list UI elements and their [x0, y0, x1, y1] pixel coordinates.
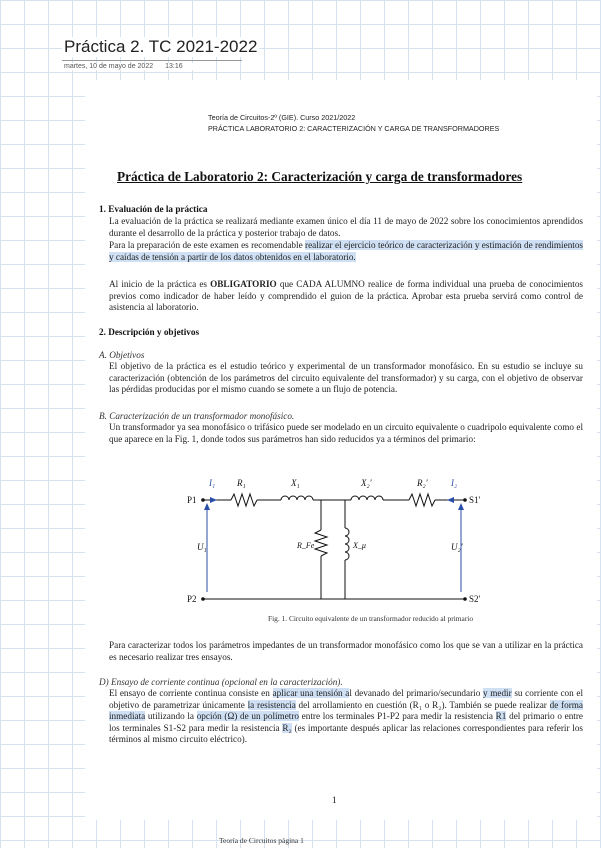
- label-r1: R₁: [237, 478, 246, 488]
- resistor-r1: [231, 494, 257, 506]
- label-s1: S1': [469, 495, 481, 505]
- arrowhead: [204, 503, 210, 510]
- text-run: que CADA ALUMNO realice de forma individual una prueba de conocimientos previos como indicador de haber leído y comprendido el guion de la práctica. Aprobar esta prueba servirá como control de asistencia al laboratorio.: [109, 279, 583, 313]
- subsection-b-heading: B. Caracterización de un transformador monofásico.: [99, 411, 295, 421]
- highlighted-text: R1: [495, 711, 507, 722]
- text-run: del primario o entre los terminales S1-S2 para medir la resistencia: [109, 711, 583, 733]
- page-footer: Teoría de Circuitos página 1: [219, 836, 304, 845]
- doc-title: Práctica de Laboratorio 2: Caracterización y carga de transformadores: [117, 169, 523, 184]
- highlighted-text: aplicar una tensión a: [272, 688, 350, 698]
- text-run: (es importante después aplicar las relaciones correspondientes para referir los términos al mismo circuito eléctrico).: [109, 722, 584, 745]
- label-xu: X_μ: [353, 541, 366, 550]
- subsection-a-heading: A. Objetivos: [99, 350, 145, 360]
- label-rfe: R_Fe: [297, 541, 315, 550]
- label-p1: P1: [187, 495, 197, 505]
- label-x2: X₂': [361, 478, 372, 488]
- highlighted-text: opción (Ω) de un polímetro: [196, 711, 299, 722]
- page-title[interactable]: Práctica 2. TC 2021-2022: [64, 37, 258, 56]
- arrowhead: [458, 503, 464, 510]
- label-u2: U₂': [451, 542, 463, 552]
- label-i2: I₂: [451, 478, 458, 488]
- highlighted-text: y medir: [482, 688, 512, 698]
- subsection-b-text: Un transformador ya sea monofásico o trifásico puede ser modelado en un circuito equivalente o cuadripolo equivalente como el que aparece en la Fig. 1, donde todos sus parámetros han sido reducidos ya a términos del primario:: [109, 422, 583, 444]
- section-2-heading: 2. Descripción y objetivos: [99, 327, 200, 337]
- bold-text: OBLIGATORIO: [210, 279, 277, 289]
- text-run: entre los terminales P1-P2 para medir la resistencia: [298, 711, 496, 722]
- equivalent-circuit-diagram: [185, 470, 485, 610]
- figure-caption: Fig. 1. Circuito equivalente de un transformador reducido al primario: [268, 614, 474, 623]
- text-run: El ensayo de corriente continua consiste en: [109, 688, 273, 698]
- inductor-x2: [351, 496, 383, 500]
- text-run: utilizando la: [145, 711, 197, 722]
- subsection-d-heading: D) Ensayo de corriente continua (opcional en la caracterización).: [99, 677, 343, 687]
- subsection-d-text: [99, 688, 583, 746]
- terminal-p2: [201, 597, 205, 601]
- subsection-a-text: El objetivo de la práctica es el estudio teórico y experimental de un transformador monofásico. En su estudio se incluye su caracterización (obtención de los parámetros del circuito equivalente del transformador) y su carga, con el objetivo de observar las pérdidas producidas por el mismo cuando se somete a un flujo de potencia.: [109, 361, 583, 395]
- page-date: martes, 10 de mayo de 2022: [64, 63, 154, 70]
- current-arrow-i1: [210, 497, 217, 503]
- doc-header-line2: PRÁCTICA LABORATORIO 2: CARACTERIZACIÓN Y CARGA DE TRANSFORMADORES: [208, 124, 500, 133]
- resistor-r2: [409, 494, 435, 506]
- inductor-x1: [281, 496, 313, 500]
- page-timestamp: [62, 63, 197, 70]
- text-run: Al inicio de la práctica es: [109, 279, 211, 289]
- label-p2: P2: [187, 594, 197, 604]
- title-divider: [62, 60, 242, 61]
- paragraph-tests: Para caracterizar todos los parámetros impedantes de un transformador monofásico como los que se van a utilizar en la práctica es necesario realizar tres ensayos.: [109, 640, 583, 662]
- label-i1: I₁: [209, 478, 216, 488]
- section-1-heading: 1. Evaluación de la práctica: [99, 204, 208, 214]
- terminal-s2: [463, 597, 467, 601]
- highlighted-text: la resistencia: [247, 699, 296, 710]
- inductor-xu: [345, 528, 349, 560]
- section-1-paragraph-1: La evaluación de la práctica se realizará mediante examen único el día 11 de mayo de 2022 sobre los conocimientos aprendidos durante el desarrollo de la práctica y posterior trabajo de datos.: [109, 216, 583, 238]
- section-1-paragraph-2: [99, 240, 583, 263]
- text-run: Para la preparación de este examen es recomendable: [109, 240, 306, 250]
- label-x1: X₁: [291, 478, 300, 488]
- highlighted-text: R₂: [282, 722, 292, 733]
- text-run: l devanado del primario/secundario: [349, 688, 483, 698]
- current-arrow-i2: [447, 497, 454, 503]
- page-time: 13:16: [165, 63, 183, 70]
- highlighted-text: realizar el ejercicio teórico de caracterización y estimación de rendimientos y caídas de tensión a partir de los datos obtenidos en el laboratorio.: [109, 240, 584, 262]
- terminal-s1: [463, 498, 467, 502]
- label-r2: R₂': [417, 478, 428, 488]
- section-1-paragraph-3: [99, 279, 583, 314]
- resistor-rfe: [315, 530, 327, 556]
- label-s2: S2': [469, 594, 481, 604]
- doc-header-line1: Teoría de Circuitos-2º (GIE). Curso 2021/2022: [208, 113, 356, 122]
- highlighted-text: de forma inmediata: [109, 699, 583, 722]
- text-run: del arrollamiento en cuestión (R₁ o R₂). También se puede realizar: [295, 699, 550, 710]
- page-number: 1: [332, 795, 337, 805]
- text-run: su corriente con el objetivo de parametrizar únicamente: [109, 688, 584, 710]
- terminal-p1: [201, 498, 205, 502]
- label-u1: U₁: [197, 542, 207, 552]
